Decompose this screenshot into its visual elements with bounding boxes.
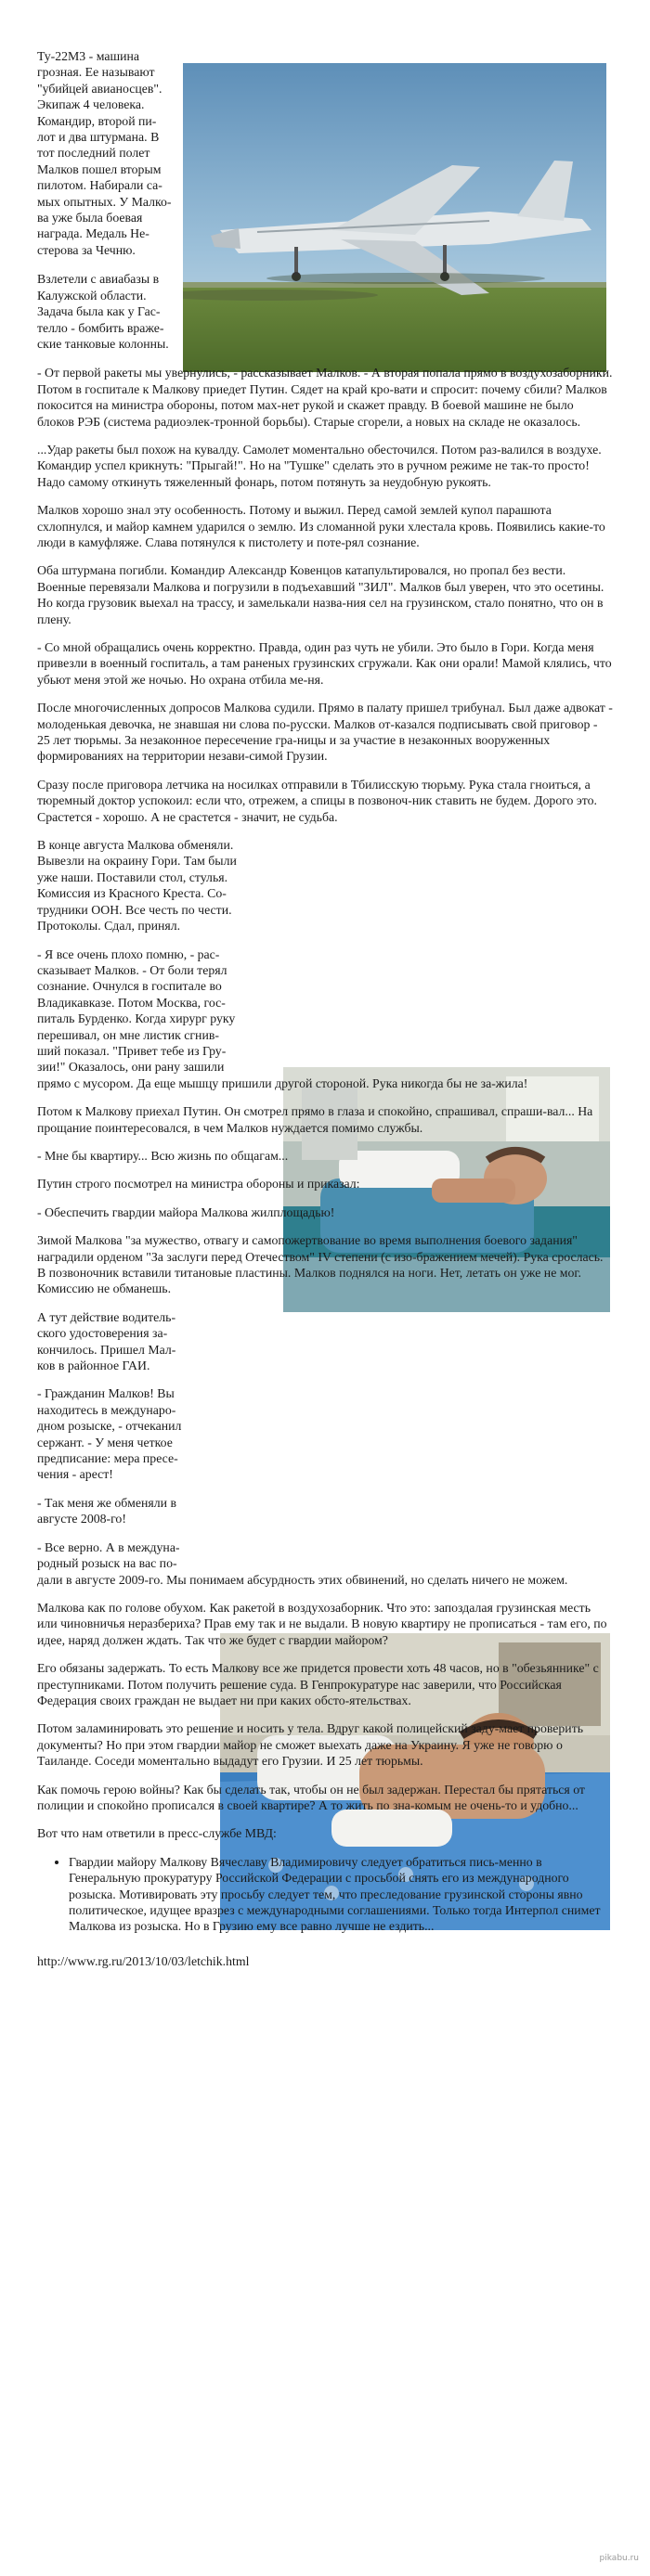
paragraph: Сразу после приговора летчика на носилках отправили в Тбилисскую тюрьму. Рука стала гноиться, а тюремный доктор успокоил: если что, отрежем, а спицы в позвоноч-ник ставить не будем. Дорого это. Срастется - хорошо. А не срастется - значит, не судьба. [37, 777, 598, 824]
article-content [37, 48, 613, 1981]
list-item: • Гвардии майору Малкову Вячеславу Владимировичу следует обратиться пись-менно в Генеральную прокуратуру Российской Федерации с просьбой снять его из международного розыска. Мотивировать эту просьбу следует тем, что преследование грузинской стороны явно политическое, идущее вразрез с международными соглашениями. Только тогда Интерпол снимет Малкова из розыска. Но в Грузию ему все равно лучше не ездить... [69, 1854, 613, 1935]
text-line: грозная. Ее называют [37, 65, 155, 80]
text-line: Экипаж 4 человека. [37, 97, 145, 112]
text-line: - Так меня же обменяли в [37, 1495, 176, 1510]
text-line: зии!" Оказалось, они рану зашили [37, 1060, 225, 1075]
text-line: Взлетели с авиабазы в [37, 272, 160, 287]
text-line: ков в районное ГАИ. [37, 1359, 150, 1373]
paragraph: Как помочь герою войны? Как бы сделать так, чтобы он не был задержан. Перестал бы прятаться от полиции и спокойно прописался в своей квартире? А то жить по зна-комым не очень-то и удобно... [37, 1782, 585, 1812]
reply-block [37, 1495, 210, 1527]
text-line: лот и два штурмана. В [37, 130, 160, 145]
mvd-answer-list [37, 1854, 613, 1935]
text-line: В конце августа Малкова обменяли. [37, 838, 234, 853]
text-line: находитесь в междунаро- [37, 1402, 176, 1417]
text-line: трудники ООН. Все честь по чести. [37, 902, 232, 917]
text-line: телло - бомбить враже- [37, 320, 164, 335]
text-line: Владикавказе. Потом Москва, гос- [37, 995, 226, 1010]
text-line: родный розыск на вас по- [37, 1556, 177, 1571]
text-line: дном розыске, - отчеканил [37, 1419, 182, 1434]
paragraph: прямо с мусором. Да еще мышцу пришили другой стороной. Рука никогда бы не за-жила! [37, 1075, 528, 1090]
text-line: Вывезли на окраину Гори. Там были [37, 854, 237, 869]
paragraph: Малков хорошо знал эту особенность. Потому и выжил. Перед самой землей купол парашюта схлопнулся, и майор камнем ударился о землю. Из сломанной руки хлестала кровь. Появились какие-то люди в камуфляже. Слава потянулся к пистолету и поте-рял сознание. [37, 503, 605, 549]
text-line: - Гражданин Малков! Вы [37, 1386, 175, 1401]
paragraph: дали в августе 2009-го. Мы понимаем абсурдность этих обвинений, но сделать ничего не можем. [37, 1572, 568, 1587]
verdict-block [37, 1539, 210, 1572]
license-block [37, 1309, 210, 1374]
text-line: мых опытных. У Малко- [37, 194, 172, 209]
text-line: ший показал. "Привет тебе из Гру- [37, 1043, 227, 1058]
text-line: Комиссия из Красного Креста. Со- [37, 886, 227, 901]
text-line: сознание. Очнулся в госпитале во [37, 979, 222, 994]
text-line: ские танковые колонны. [37, 336, 169, 351]
text-line: перешивал, он мне листик сгнив- [37, 1027, 219, 1042]
paragraph: Его обязаны задержать. То есть Малкову все же придется провести хоть 48 часов, но в "обезьяннике" с преступниками. Потом получить решение суда. В Генпрокуратуре нас заверили, что Российская Федерация своих граждан не выдает ни при каких обсто-ятельствах. [37, 1661, 599, 1707]
text-line: награда. Медаль Не- [37, 226, 150, 241]
watermark: pikabu.ru [599, 2553, 639, 2563]
text-line: сержант. - У меня четкое [37, 1435, 173, 1449]
paragraph: После многочисленных допросов Малкова судили. Прямо в палату пришел трибунал. Был даже адвокат - молоденькая девочка, не знавшая ни слова по-русски. Малков от-казался подписывать свой приговор - 25 лет тюрьмы. За незаконное пересечение гра-ницы и за участие в незаконных вооруженных формированиях на территории незави-симой Грузии. [37, 701, 613, 764]
paragraph: Потом заламинировать это решение и носить у тела. Вдруг какой полицейский заду-мает проверить документы? Но при этом гвардии майор не сможет выехать даже на Украину. Я уже не говорю о Таиланде. Соседи моментально выдадут его Грузии. И 25 лет тюрьмы. [37, 1721, 584, 1769]
text-line: предписание: мера пресе- [37, 1451, 178, 1466]
paragraph: Вот что нам ответили в пресс-службе МВД: [37, 1826, 277, 1841]
paragraph: - Мне бы квартиру... Всю жизнь по общагам... [37, 1148, 289, 1163]
paragraph: Путин строго посмотрел на министра обороны и приказал: [37, 1177, 360, 1191]
paragraph: ...Удар ракеты был похож на кувалду. Самолет моментально обесточился. Потом раз-валился в воздухе. Командир успел крикнуть: "Прыгай!". Но на "Тушке" сделать это в ручном режиме не так-то просто! Надо самому откинуть тяжеленный фонарь, потом потянуть за неудобную рукоять. [37, 442, 602, 489]
text-line: Задача была как у Гас- [37, 304, 161, 319]
intro-block [37, 48, 175, 258]
text-line: Калужской области. [37, 288, 147, 303]
text-line: Командир, второй пи- [37, 113, 157, 128]
text-line: - Я все очень плохо помню, - рас- [37, 947, 220, 961]
text-line: ского удостоверения за- [37, 1326, 168, 1341]
text-line: Ту-22М3 - машина [37, 49, 139, 63]
paragraph: - От первой ракеты мы увернулись, - рассказывает Малков. - А вторая попала прямо в воздухозаборники. Потом в госпитале к Малкову приедет Путин. Сядет на край кро-вати и спросит: почему сбили? Малков покосится на министра обороны, потом мах-нет рукой и скажет правду. В боевой машине не было блоков РЭБ (система радиоэлек-тронной борьбы). Старые сгорели, а новых на складе не оказалось. [37, 366, 613, 429]
text-line: чения - арест! [37, 1467, 113, 1482]
text-line: А тут действие водитель- [37, 1309, 176, 1324]
text-line: Малков пошел вторым [37, 161, 162, 176]
sergeant-block [37, 1385, 210, 1482]
paragraph: Потом к Малкову приехал Путин. Он смотрел прямо в глаза и спокойно, спрашивал, спраши-вал... На прощание поинтересовался, в чем Малков нуждается помимо службы. [37, 1104, 593, 1135]
paragraph: - Обеспечить гвардии майора Малкова жилплощадью! [37, 1204, 335, 1219]
paragraph: - Со мной обращались очень корректно. Правда, один раз чуть не убили. Это было в Гори. Когда меня привезли в военный госпиталь, а там раненых грузинских сгружали. Как они орали! Мамой клялись, что убьют меня этой же ночью. Но охрана отбила ме-ня. [37, 640, 612, 687]
text-line: "убийцей авианосцев". [37, 81, 162, 96]
text-line: тот последний полет [37, 146, 150, 161]
exchange-block [37, 837, 274, 934]
text-line: ва уже была боевая [37, 211, 143, 225]
takeoff-block [37, 271, 175, 352]
text-line: уже наши. Поставили стол, стулья. [37, 869, 228, 884]
text-line: стерова за Чечню. [37, 242, 136, 257]
paragraph: Малкова как по голове обухом. Как ракетой в воздухозаборник. Что это: запоздалая грузинская месть или чиновничья неразбериха? Прав ему так и не выдали. В новую квартиру не прописаться - там его, по идее, наряд должен ждать. Так что же будет с гвардии майором? [37, 1600, 607, 1647]
text-line: пилотом. Набирали са- [37, 178, 162, 193]
memory-block [37, 947, 274, 1075]
text-line: Протоколы. Сдал, принял. [37, 919, 181, 934]
text-line: - Все верно. А в междуна- [37, 1539, 180, 1554]
source-link[interactable]: http://www.rg.ru/2013/10/03/letchik.html [37, 1953, 250, 1968]
paragraph: Оба штурмана погибли. Командир Александр Ковенцов катапультировался, но пропал без вести. Военные перевязали Малкова и погрузили в подъехавший "ЗИЛ". Малков был уверен, что это осетины. Но когда грузовик выехал на трассу, и замелькали назва-ния сел на грузинском, стало понятно, что он в плену. [37, 563, 604, 626]
text-line: сказывает Малков. - От боли терял [37, 962, 228, 977]
text-line: кончилось. Пришел Мал- [37, 1342, 176, 1357]
text-line: августе 2008-го! [37, 1512, 126, 1526]
paragraph: Зимой Малкова "за мужество, отвагу и самопожертвование во время выполнения боевого задания" наградили орденом "За заслуги перед Отечеством" IV степени (с изо-бражением мечей). Рука срослась. В позвоночник вставили титановые пластины. Малков поднялся на ноги. Нет, летать он уже не мог. Комиссию не обманешь. [37, 1233, 604, 1296]
text-line: питаль Бурденко. Когда хирург руку [37, 1011, 236, 1026]
